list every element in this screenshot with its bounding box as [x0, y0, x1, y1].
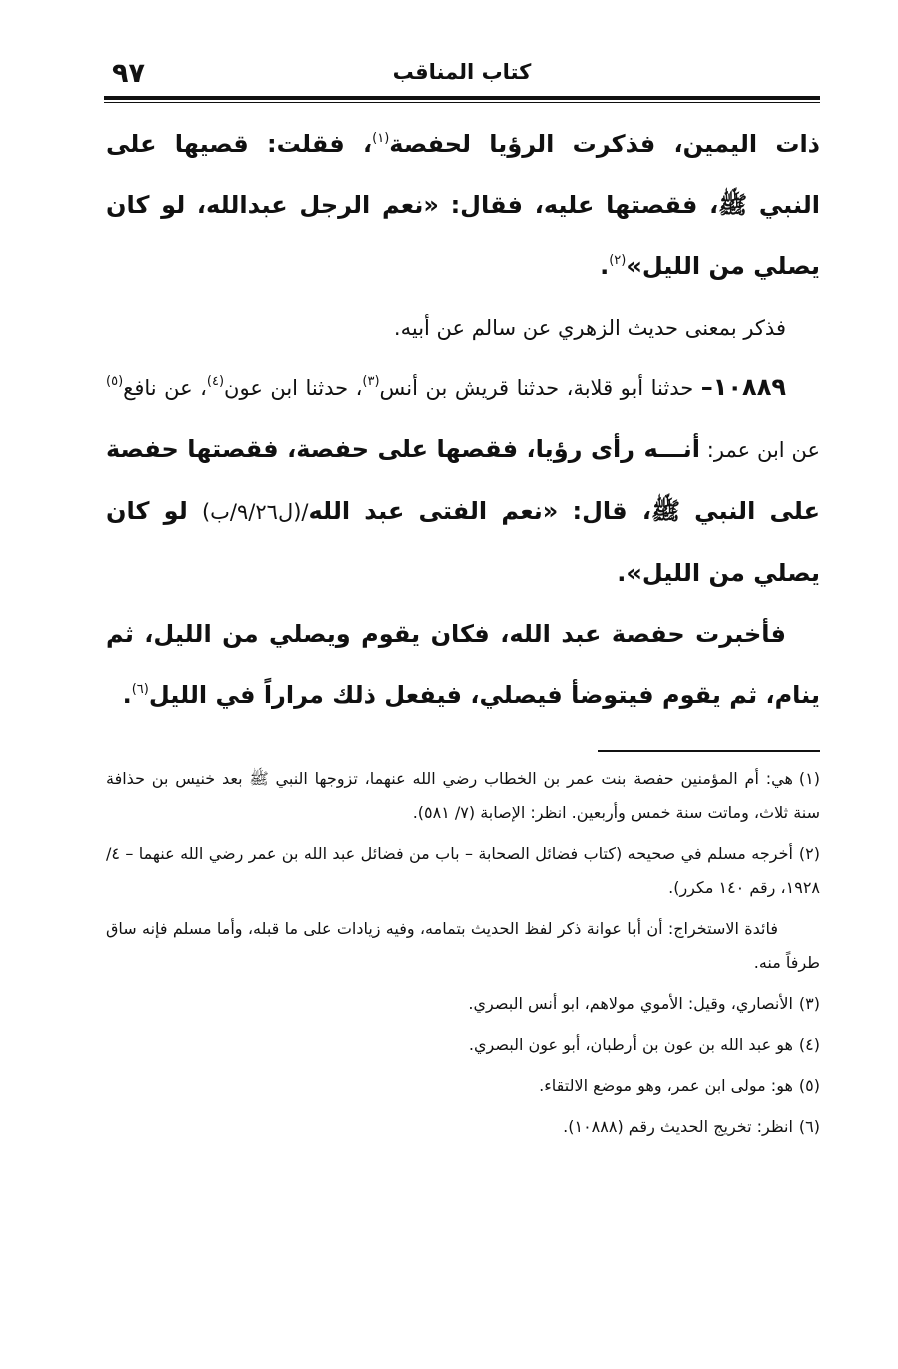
- footnote-number: (٣): [798, 994, 820, 1013]
- footnote-number: (٤): [798, 1035, 820, 1054]
- footnote-ref-5: (٥): [106, 374, 124, 389]
- footnote-number: (٦): [798, 1117, 820, 1136]
- header-rule-thin: [104, 102, 820, 103]
- matn-text-b: لو كان يصلي من الليل».: [106, 497, 820, 587]
- manuscript-ref: /(ل٩/٢٦/ب): [201, 500, 309, 524]
- isnad-text-d: عن ابن عمر:: [699, 438, 820, 462]
- isnad-text-c: ، عن نافع: [123, 376, 207, 400]
- footnote-number: (٥): [798, 1076, 820, 1095]
- footnote-3: [106, 987, 820, 1021]
- paragraph-2: فذكر بمعنى حديث الزهري عن سالم عن أبيه.: [393, 316, 786, 340]
- paragraph-1: [106, 114, 820, 297]
- matn-text-a: أنـــه رأى رؤيا، فقصها على حفصة، فقصتها حفصة على النبي ﷺ، قال: «نعم الفتى عبد الله: [106, 435, 820, 525]
- paragraph-4: [106, 604, 820, 726]
- footnote-4: [106, 1028, 820, 1062]
- footnote-6: [106, 1110, 820, 1144]
- isnad-text-a: حدثنا أبو قلابة، حدثنا قريش بن أنس: [379, 376, 701, 400]
- paragraph-4-text-b: .: [122, 681, 132, 709]
- paragraph-1-text-c: .: [600, 252, 610, 280]
- footnote-ref-4: (٤): [206, 374, 225, 389]
- header-rule-thick: [104, 96, 820, 100]
- page-header: [104, 58, 820, 98]
- running-title: كتاب المناقب: [392, 60, 532, 84]
- page-number: ٩٧: [112, 58, 145, 89]
- hadith-number: ١٠٨٨٩–: [700, 373, 786, 401]
- footnote-text: هي: أم المؤمنين حفصة بنت عمر بن الخطاب رضي الله عنهما، تزوجها النبي ﷺ بعد خنيس بن حذافة سنة ثلاث، وماتت سنة خمس وأربعين. انظر: الإصابة (٧/ ٥٨١).: [106, 769, 820, 822]
- paragraph-3: [106, 357, 820, 604]
- footnote-ref-1: (١): [372, 131, 390, 146]
- footnote-number: (٢): [798, 844, 820, 863]
- footnote-separator: [598, 750, 820, 752]
- footnote-text: الأنصاري، وقيل: الأموي مولاهم، ابو أنس البصري.: [468, 994, 793, 1013]
- footnote-ref-2: (٢): [609, 253, 627, 268]
- main-text: [106, 114, 820, 726]
- footnote-ref-3: (٣): [362, 374, 380, 389]
- footnote-1: [106, 762, 820, 830]
- footnotes: [106, 762, 820, 1151]
- footnote-text: انظر: تخريج الحديث رقم (١٠٨٨٨).: [563, 1117, 793, 1136]
- footnote-text: هو: مولى ابن عمر، وهو موضع الالتقاء.: [539, 1076, 793, 1095]
- paragraph-1-text-b: ، فقلت: قصيها على النبي ﷺ، فقصتها عليه، فقال: «نعم الرجل عبدالله، لو كان يصلي من الليل»: [106, 130, 820, 280]
- footnote-benefit: فائدة الاستخراج: أن أبا عوانة ذكر لفظ الحديث بتمامه، وفيه زيادات على ما قبله، وأما مسلم فإنه ساق طرفاً منه.: [106, 919, 820, 972]
- footnote-text: أخرجه مسلم في صحيحه (كتاب فضائل الصحابة – باب من فضائل عبد الله بن عمر رضي الله عنهما – ٤/ ١٩٢٨، رقم ١٤٠ مكرر).: [106, 844, 820, 897]
- paragraph-4-text-a: فأخبرت حفصة عبد الله، فكان يقوم ويصلي من الليل، ثم ينام، ثم يقوم فيتوضأ فيصلي، فيفعل ذلك مراراً في الليل: [106, 620, 820, 709]
- paragraph-1-text-a: ذات اليمين، فذكرت الرؤيا لحفصة: [389, 130, 820, 158]
- isnad-text-b: ، حدثنا ابن عون: [224, 376, 363, 400]
- footnote-text: هو عبد الله بن عون بن أرطبان، أبو عون البصري.: [468, 1035, 793, 1054]
- footnote-number: (١): [798, 769, 820, 788]
- footnote-5: [106, 1069, 820, 1103]
- footnote-ref-6: (٦): [131, 682, 149, 697]
- footnote-2: [106, 837, 820, 905]
